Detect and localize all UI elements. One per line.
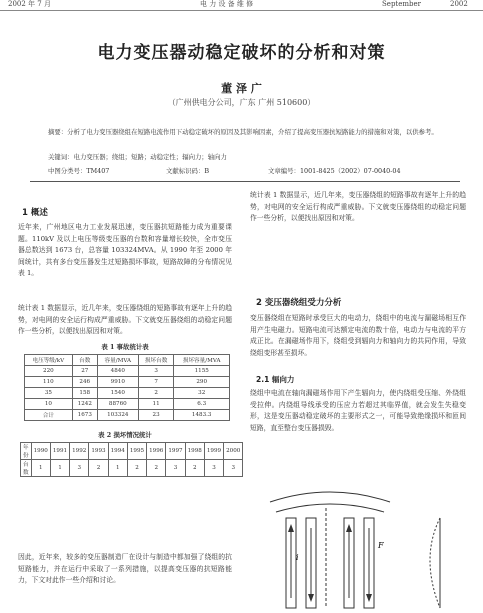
table-2-header-cell: 1992	[70, 443, 89, 460]
table-1-cell: 1540	[97, 388, 138, 399]
table-2-cell: 1	[31, 460, 50, 477]
table-2-cell: 2	[185, 460, 204, 477]
table-1-cell: 合计	[25, 410, 73, 421]
paper-title: 电力变压器动稳定破坏的分析和对策	[97, 43, 386, 63]
table-2-header-cell: 1996	[147, 443, 166, 460]
flux-line-inner	[276, 504, 384, 512]
table-1-cell: 11	[138, 399, 174, 410]
table-2-header-cell: 1993	[89, 443, 108, 460]
paper-author: 董 泽 广	[221, 82, 262, 95]
table-1-cell: 88760	[97, 399, 138, 410]
table-2-header-cell: 1991	[50, 443, 69, 460]
paper-affiliation: （广州供电分公司，广东 广州 510600）	[167, 98, 316, 107]
winding-force-figure	[240, 488, 483, 613]
table-1-header-cell: 损坏台数	[138, 355, 174, 366]
section-1-paragraph: 近年来，广州地区电力工业发展迅速，变压器抗短路能力成为重要课题。110kV 及以上电压等级变压器的台数和容量增长较快，全市变压器总数达到 1673 台，总容量 103324MVA。从 1990 年至 2000 年间统计，共有多台变压器发生过短路损坏事故，短路故障的分布情况见表 1。	[18, 223, 232, 278]
table-2-header-cell: 1997	[166, 443, 185, 460]
table-1-cell: 1673	[72, 410, 97, 421]
table-2-header-cell: 1995	[127, 443, 146, 460]
flux-line-top	[270, 492, 390, 502]
right-column-intro-paragraph: 统计表 1 数据显示，近几年来，变压器绕组的短路事故有逐年上升的趋势，对电网的安全运行构成严重威胁。下文就变压器绕组的动稳定问题作一些分析，以便找出原因和对策。	[250, 191, 466, 223]
table-1-cell: 103324	[97, 410, 138, 421]
table-2-cell: 2	[147, 460, 166, 477]
table-1-cell: 7	[138, 377, 174, 388]
arrowhead-3	[346, 524, 352, 532]
table-2-row	[21, 460, 243, 477]
header-divider	[30, 181, 460, 182]
table-1-cell: 1155	[174, 366, 230, 377]
table-1-cell: 2	[138, 388, 174, 399]
clc-number: 中图分类号：TM407	[48, 167, 110, 175]
table-2-header-cell: 年份	[21, 443, 32, 460]
table-1-header-cell: 台数	[72, 355, 97, 366]
section-2-heading: 2 变压器绕组受力分析	[256, 298, 342, 308]
table-2-cell: 1	[50, 460, 69, 477]
table-1-row	[25, 399, 230, 410]
table-2-cell: 1	[108, 460, 127, 477]
table-1-row	[25, 410, 230, 421]
table-1-row	[25, 388, 230, 399]
table-1-cell: 9910	[97, 377, 138, 388]
table-1-cell: 1483.3	[174, 410, 230, 421]
abstract: 摘要：分析了电力变压器绕组在短路电流作用下动稳定破坏的原因及其影响因素，介绍了提高变压器抗短路能力的措施和对策，以供参考。	[48, 128, 438, 136]
table-1-header-cell: 容量/MVA	[97, 355, 138, 366]
table-2-cell: 3	[204, 460, 223, 477]
table-2-cell: 2	[127, 460, 146, 477]
table-1-cell: 158	[72, 388, 97, 399]
table-1-cell: 3	[138, 366, 174, 377]
table-2-header-cell: 1999	[204, 443, 223, 460]
left-column-closing-paragraph: 因此，近年来，较多的变压器制造厂在设计与制造中都加强了绕组的抗短路能力，并在运行中采取了一系列措施，以提高变压器的抗短路能力，下文对此作一些介绍和讨论。	[18, 553, 232, 585]
table-2	[20, 442, 243, 477]
table-1-row	[25, 366, 230, 377]
table-1-cell: 1242	[72, 399, 97, 410]
section-2-paragraph: 变压器绕组在短路时承受巨大的电动力，绕组中的电流与漏磁场相互作用产生电磁力。短路电流可达额定电流的数十倍，电动力与电流的平方成正比。在漏磁场作用下，绕组受到辐向力和轴向力的共同作用，导致绕组变形甚至损坏。	[250, 314, 466, 357]
table-1-cell: 220	[25, 366, 73, 377]
table-1-cell: 32	[174, 388, 230, 399]
document-code: 文献标识码：B	[166, 167, 210, 175]
header-month: September	[382, 0, 421, 8]
table-2-cell: 3	[70, 460, 89, 477]
table-1-row	[25, 377, 230, 388]
section-2-1-paragraph: 绕组中电流在轴向漏磁场作用下产生辐向力，使内绕组受压缩、外绕组受拉伸。内绕组导线承受的压应力若超过其临界值，就会发生失稳变形，这是变压器动稳定破坏的主要形式之一，可能导致绝缘损坏和匝间短路，直至整台变压器损毁。	[250, 389, 466, 432]
table-1-cell: 246	[72, 377, 97, 388]
table-2-header-cell: 1994	[108, 443, 127, 460]
table-2-cell: 台数	[21, 460, 32, 477]
arrowhead-1	[288, 524, 294, 532]
table-1-cell: 290	[174, 377, 230, 388]
table-2-header-cell: 1998	[185, 443, 204, 460]
article-number: 文章编号：1001-8425（2002）07-0040-04	[268, 167, 401, 175]
table-1-caption: 表 1 事故统计表	[101, 343, 149, 351]
section-2-1-heading: 2.1 辐向力	[256, 375, 295, 384]
current-label: i	[296, 553, 299, 562]
table-2-caption: 表 2 损坏情况统计	[98, 431, 152, 439]
table-2-cell: 2	[89, 460, 108, 477]
header-year: 2002	[450, 0, 468, 8]
force-curve	[430, 518, 440, 608]
table-1-cell: 110	[25, 377, 73, 388]
table-1-cell: 10	[25, 399, 73, 410]
section-1-paragraph-2: 统计表 1 数据显示，近几年来，变压器绕组的短路事故有逐年上升的趋势，对电网的安全运行构成严重威胁。下文就变压器绕组的动稳定问题作一些分析，以便找出原因和对策。	[18, 304, 232, 336]
table-2-header-cell: 2000	[224, 443, 243, 460]
table-1-cell: 27	[72, 366, 97, 377]
table-1-cell: 35	[25, 388, 73, 399]
table-2-cell: 3	[166, 460, 185, 477]
table-2-cell: 3	[224, 460, 243, 477]
table-1-cell: 6.3	[174, 399, 230, 410]
force-label: F	[378, 541, 384, 550]
keywords: 关键词：电力变压器；绕组；短路；动稳定性；辐向力；轴向力	[48, 153, 227, 161]
table-1-header-cell: 损坏容量/MVA	[174, 355, 230, 366]
table-1-cell: 23	[138, 410, 174, 421]
table-1-header-cell: 电压等级/kV	[25, 355, 73, 366]
header-date: 2002 年 7 月	[8, 0, 51, 8]
table-1-cell: 4840	[97, 366, 138, 377]
section-1-heading: 1 概述	[22, 208, 48, 218]
table-2-header-cell: 1990	[31, 443, 50, 460]
arrowhead-4	[366, 594, 372, 602]
running-header	[0, 0, 483, 11]
table-1	[24, 354, 230, 421]
arrowhead-2	[308, 594, 314, 602]
header-journal: 电 力 设 备 维 修	[200, 0, 254, 8]
